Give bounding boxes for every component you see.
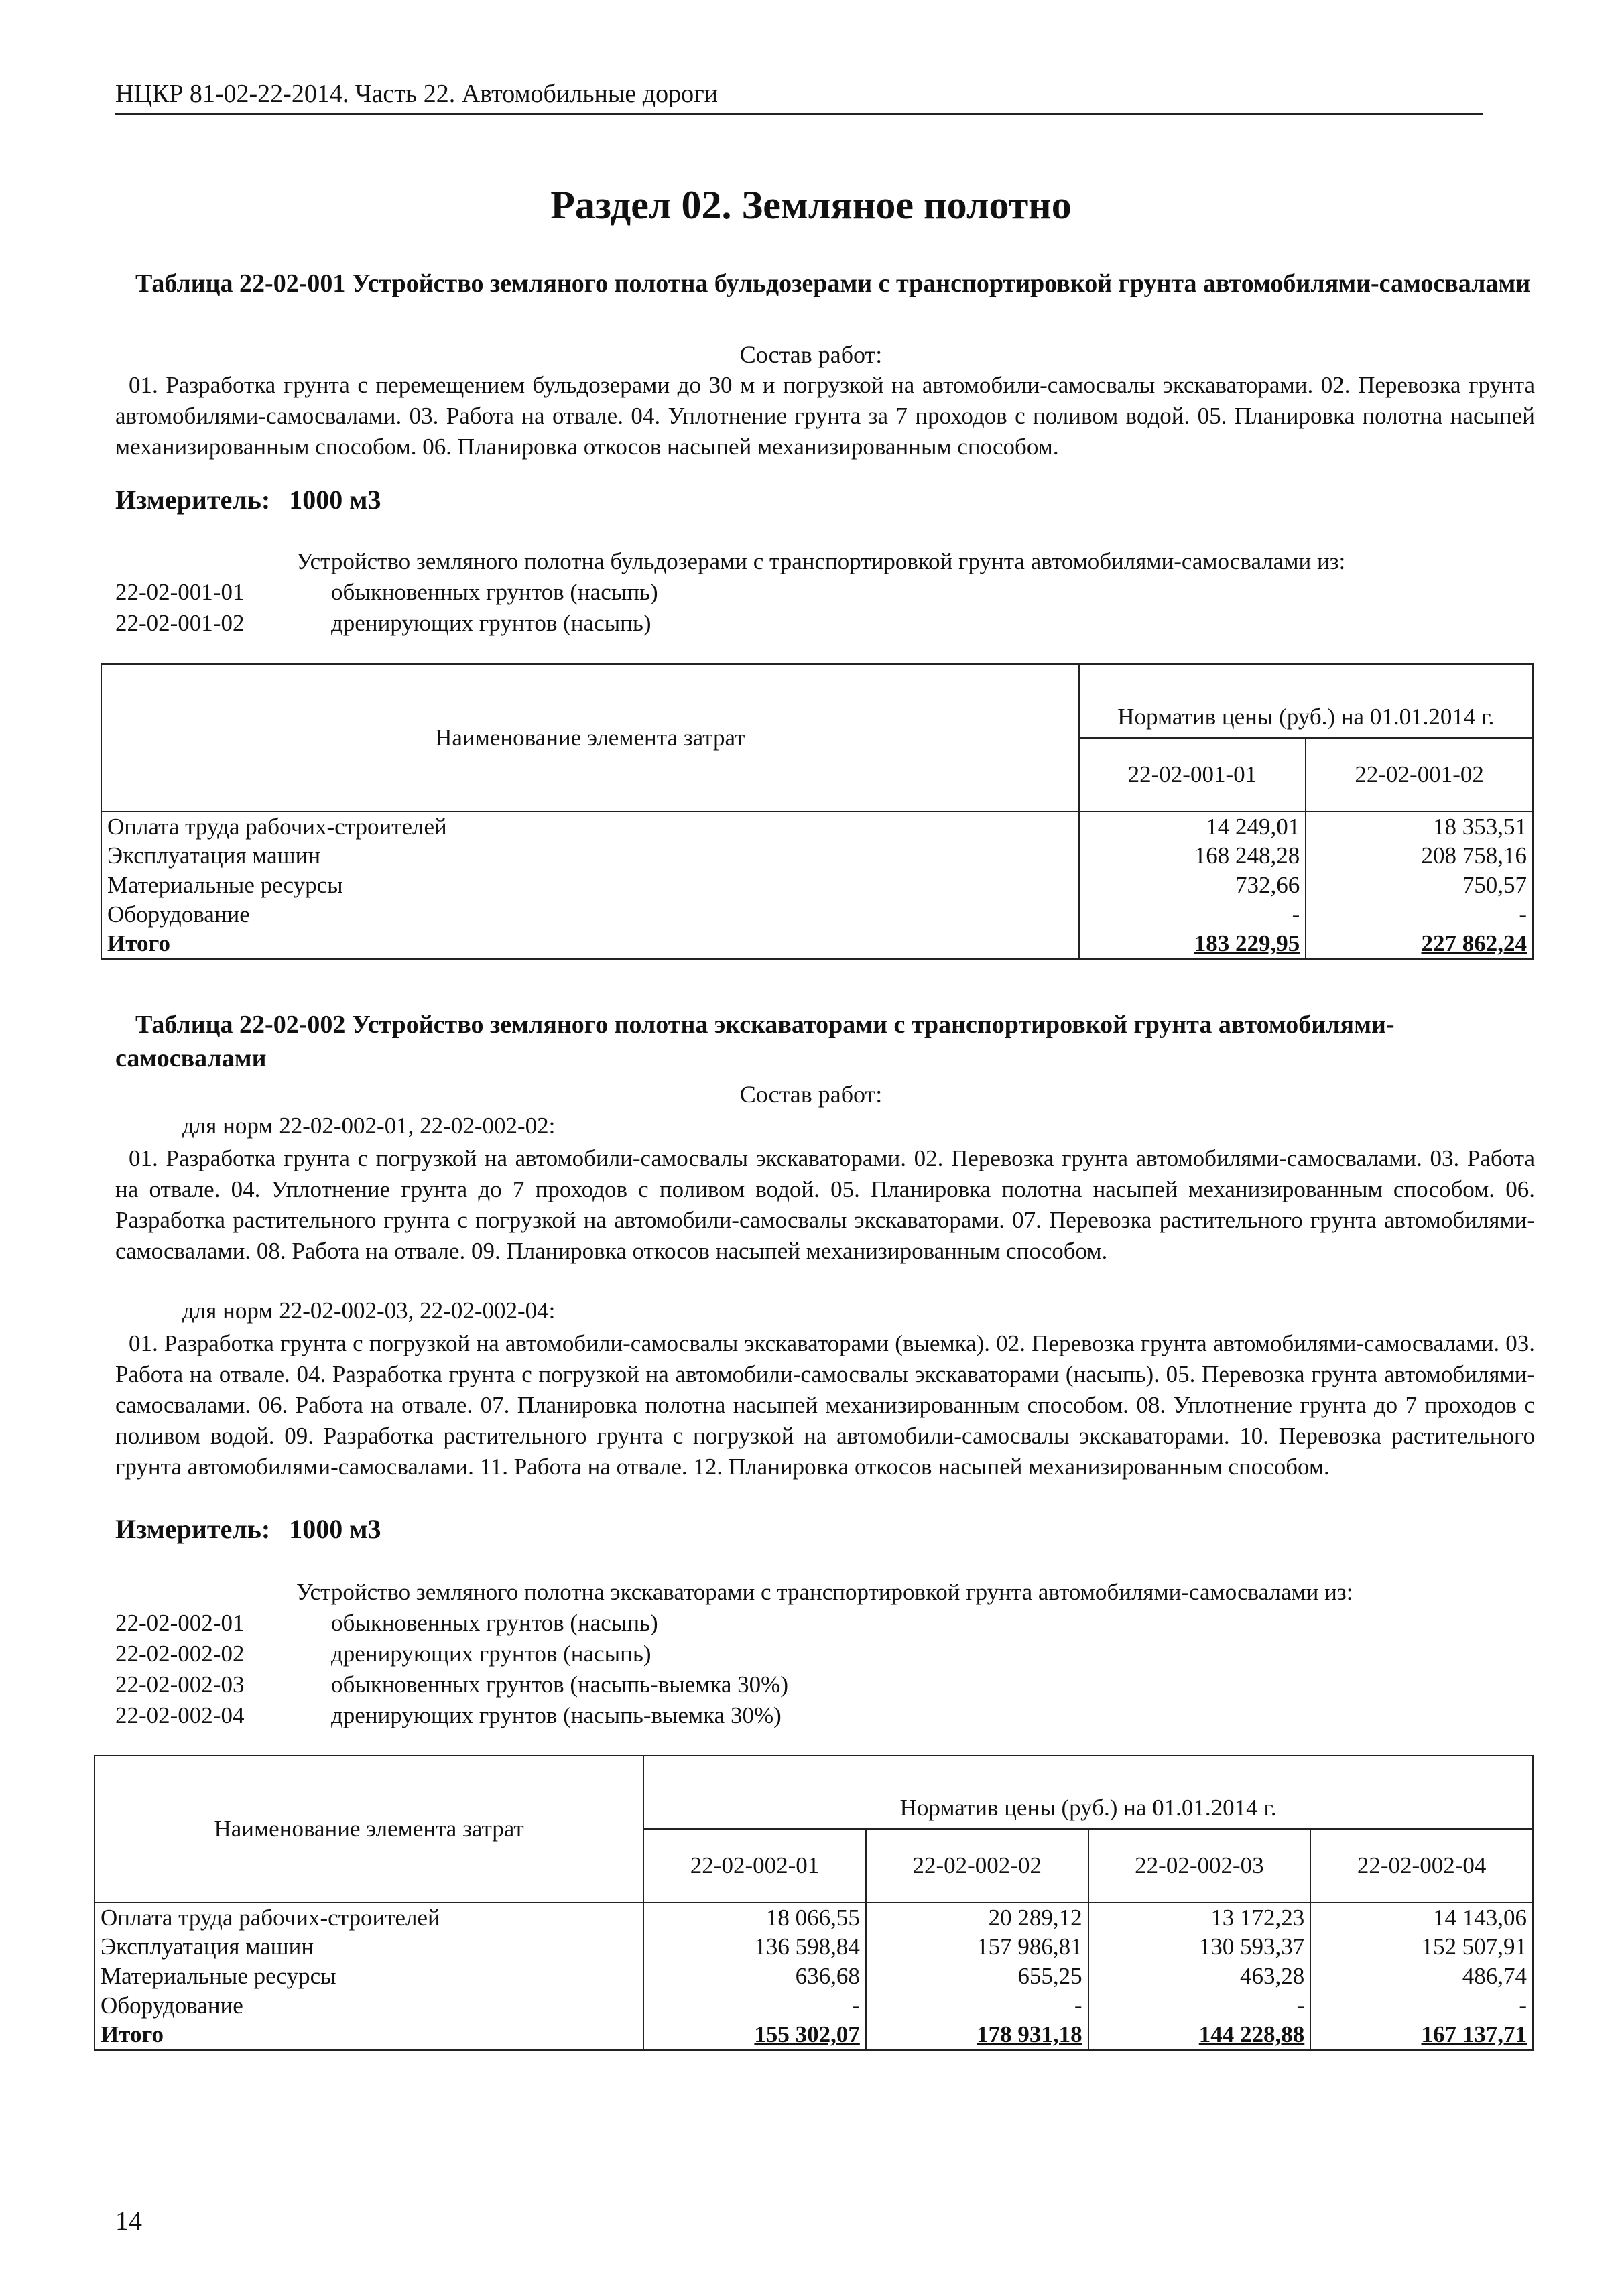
row-name: Оплата труда рабочих-строителей bbox=[101, 812, 1079, 841]
row-value: - bbox=[1306, 900, 1533, 930]
table1-title: Таблица 22-02-001 Устройство земляного полотна бульдозерами с транспортировкой грунта автомобилями-самосвалами bbox=[135, 269, 1531, 298]
row-value: 183 229,95 bbox=[1079, 930, 1306, 959]
row-name: Материальные ресурсы bbox=[95, 1962, 643, 1991]
table2-measure bbox=[115, 1513, 381, 1545]
table1-work-heading: Состав работ: bbox=[739, 341, 883, 368]
row-value: 14 249,01 bbox=[1079, 812, 1306, 841]
table-row bbox=[95, 1903, 1533, 1932]
row-value: 167 137,71 bbox=[1310, 2021, 1533, 2050]
table2-work-text2: 01. Разработка грунта с погрузкой на автомобили-самосвалы экскаваторами (выемка). 02. Перевозка грунта автомобилями-самосвалами. 03. Работа на отвале. 04. Разработка грунта с погрузкой на автомобили-самосвалы экскаваторами (насыпь). 05. Перевозка грунта автомобилями-самосвалами. 06. Работа на отвале. 07. Планировка полотна насыпей механизированным способом. 08. Уплотнение грунта до 7 проходов с поливом водой. 09. Разработка растительного грунта с погрузкой на автомобили-самосвалы экскаваторами. 10. Перевозка растительного грунта автомобилями-самосвалами. 11. Работа на отвале. 12. Планировка откосов насыпей механизированным способом. bbox=[115, 1330, 1535, 1480]
row-value: 486,74 bbox=[1310, 1962, 1533, 1991]
row-value: - bbox=[1079, 900, 1306, 930]
row-value: 20 289,12 bbox=[866, 1903, 1088, 1932]
col-header-code: 22-02-001-02 bbox=[1306, 738, 1533, 812]
row-value: 168 248,28 bbox=[1079, 841, 1306, 871]
table2-work-heading: Состав работ: bbox=[739, 1081, 883, 1108]
col-header-name: Наименование элемента затрат bbox=[95, 1755, 643, 1903]
row-value: 732,66 bbox=[1079, 871, 1306, 900]
table-row bbox=[101, 871, 1533, 900]
row-value: - bbox=[1310, 1991, 1533, 2021]
table1-norms-intro: Устройство земляного полотна бульдозерами с транспортировкой грунта автомобилями-самосвалами из: bbox=[296, 548, 1346, 574]
row-value: 18 066,55 bbox=[643, 1903, 866, 1932]
norm-code: 22-02-002-02 bbox=[115, 1641, 245, 1667]
col-header-name: Наименование элемента затрат bbox=[101, 664, 1079, 812]
col-header-code: 22-02-002-02 bbox=[866, 1829, 1088, 1903]
norm-desc: дренирующих грунтов (насыпь-выемка 30%) bbox=[331, 1702, 782, 1728]
norm-desc: обыкновенных грунтов (насыпь) bbox=[331, 579, 658, 605]
row-value: - bbox=[866, 1991, 1088, 2021]
table-row bbox=[95, 1932, 1533, 1962]
row-value: 144 228,88 bbox=[1088, 2021, 1311, 2050]
table2-sub1: для норм 22-02-002-01, 22-02-002-02: bbox=[182, 1112, 556, 1139]
table-row bbox=[95, 1962, 1533, 1991]
norm-code: 22-02-001-02 bbox=[115, 610, 245, 636]
table2-norms-intro: Устройство земляного полотна экскаваторами с транспортировкой грунта автомобилями-самосвалами из: bbox=[296, 1579, 1353, 1605]
col-header-code: 22-02-002-01 bbox=[643, 1829, 866, 1903]
row-value: 178 931,18 bbox=[866, 2021, 1088, 2050]
norm-item bbox=[115, 1702, 782, 1733]
row-value: 155 302,07 bbox=[643, 2021, 866, 2050]
table-row bbox=[95, 1991, 1533, 2021]
page-header: НЦКР 81-02-22-2014. Часть 22. Автомобильные дороги bbox=[115, 79, 1483, 115]
norm-item bbox=[115, 610, 651, 641]
row-name: Итого bbox=[101, 930, 1079, 959]
norm-item bbox=[115, 1641, 651, 1671]
row-value: 18 353,51 bbox=[1306, 812, 1533, 841]
norm-code: 22-02-001-01 bbox=[115, 579, 245, 605]
row-name: Оплата труда рабочих-строителей bbox=[95, 1903, 643, 1932]
row-value: 152 507,91 bbox=[1310, 1932, 1533, 1962]
table2-sub2: для норм 22-02-002-03, 22-02-002-04: bbox=[182, 1297, 556, 1324]
col-header-code: 22-02-002-04 bbox=[1310, 1829, 1533, 1903]
norm-code: 22-02-002-01 bbox=[115, 1610, 245, 1636]
row-value: 636,68 bbox=[643, 1962, 866, 1991]
row-value: 14 143,06 bbox=[1310, 1903, 1533, 1932]
row-value: - bbox=[1088, 1991, 1311, 2021]
row-value: 157 986,81 bbox=[866, 1932, 1088, 1962]
measure-label: Измеритель: bbox=[115, 485, 271, 515]
table-row-total bbox=[95, 2021, 1533, 2050]
row-value: 130 593,37 bbox=[1088, 1932, 1311, 1962]
norm-item bbox=[115, 579, 658, 610]
section-title: Раздел 02. Земляное полотно bbox=[550, 183, 1072, 227]
norm-item bbox=[115, 1610, 658, 1641]
row-value: 13 172,23 bbox=[1088, 1903, 1311, 1932]
col-header-code: 22-02-002-03 bbox=[1088, 1829, 1311, 1903]
table2-cost-table bbox=[94, 1755, 1534, 2051]
row-name: Оборудование bbox=[101, 900, 1079, 930]
table2-title: Таблица 22-02-002 Устройство земляного полотна экскаваторами с транспортировкой грунта автомобилями-самосвалами bbox=[115, 1011, 1395, 1072]
norm-desc: обыкновенных грунтов (насыпь) bbox=[331, 1610, 658, 1636]
norm-code: 22-02-002-04 bbox=[115, 1702, 245, 1728]
row-name: Эксплуатация машин bbox=[95, 1932, 643, 1962]
row-name: Оборудование bbox=[95, 1991, 643, 2021]
table1-work-text: 01. Разработка грунта с перемещением бульдозерами до 30 м и погрузкой на автомобили-самосвалы экскаваторами. 02. Перевозка грунта автомобилями-самосвалами. 03. Работа на отвале. 04. Уплотнение грунта за 7 проходов с поливом водой. 05. Планировка полотна насыпей механизированным способом. 06. Планировка откосов насыпей механизированным способом. bbox=[115, 372, 1535, 460]
measure-value: 1000 м3 bbox=[289, 485, 381, 515]
table1-measure bbox=[115, 484, 381, 515]
table-row bbox=[101, 841, 1533, 871]
measure-value: 1000 м3 bbox=[289, 1514, 381, 1544]
row-value: - bbox=[643, 1991, 866, 2021]
col-header-code: 22-02-001-01 bbox=[1079, 738, 1306, 812]
table-row bbox=[101, 900, 1533, 930]
col-header-price: Норматив цены (руб.) на 01.01.2014 г. bbox=[1079, 664, 1533, 738]
row-value: 750,57 bbox=[1306, 871, 1533, 900]
page-number: 14 bbox=[115, 2206, 142, 2236]
table-row bbox=[101, 812, 1533, 841]
row-value: 227 862,24 bbox=[1306, 930, 1533, 959]
row-value: 655,25 bbox=[866, 1962, 1088, 1991]
row-name: Итого bbox=[95, 2021, 643, 2050]
row-value: 463,28 bbox=[1088, 1962, 1311, 1991]
row-value: 208 758,16 bbox=[1306, 841, 1533, 871]
measure-label: Измеритель: bbox=[115, 1514, 271, 1544]
table-row-total bbox=[101, 930, 1533, 959]
col-header-price: Норматив цены (руб.) на 01.01.2014 г. bbox=[643, 1755, 1533, 1829]
row-name: Эксплуатация машин bbox=[101, 841, 1079, 871]
norm-desc: дренирующих грунтов (насыпь) bbox=[331, 1641, 651, 1667]
row-name: Материальные ресурсы bbox=[101, 871, 1079, 900]
table1-cost-table bbox=[101, 663, 1534, 960]
norm-code: 22-02-002-03 bbox=[115, 1671, 245, 1698]
norm-desc: обыкновенных грунтов (насыпь-выемка 30%) bbox=[331, 1671, 788, 1698]
norm-item bbox=[115, 1671, 788, 1702]
table2-work-text1: 01. Разработка грунта с погрузкой на автомобили-самосвалы экскаваторами. 02. Перевозка грунта автомобилями-самосвалами. 03. Работа на отвале. 04. Уплотнение грунта до 7 проходов с поливом водой. 05. Планировка полотна насыпей механизированным способом. 06. Разработка растительного грунта с погрузкой на автомобили-самосвалы экскаваторами. 07. Перевозка растительного грунта автомобилями-самосвалами. 08. Работа на отвале. 09. Планировка откосов насыпей механизированным способом. bbox=[115, 1145, 1535, 1264]
norm-desc: дренирующих грунтов (насыпь) bbox=[331, 610, 651, 636]
row-value: 136 598,84 bbox=[643, 1932, 866, 1962]
